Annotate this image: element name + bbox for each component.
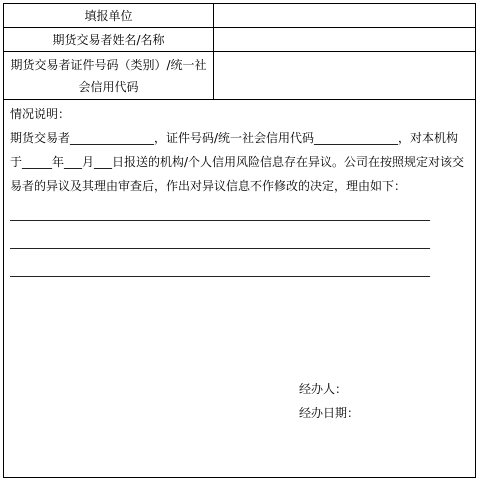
reason-line-2[interactable]: ______________________________________________________________________ xyxy=(10,235,430,249)
explanation-section xyxy=(4,100,475,473)
row-trader-id xyxy=(4,52,475,100)
explanation-heading: 情况说明： xyxy=(10,107,71,121)
reason-line-1[interactable]: ______________________________________________________________________ xyxy=(10,207,430,221)
reporting-unit-label: 填报单位 xyxy=(4,4,214,27)
row-reporting-unit xyxy=(4,4,475,28)
explanation-paragraph: 期货交易者______________，证件号码/统一社会信用代码______________，对本机构于_____年___月___日报送的机构/个人信用风险信息存在异议。公司在按照规定对该交易者的异议及其理由审查后，作出对异议信息不作修改的决定，理由如下： xyxy=(10,131,465,193)
handle-date-label: 经办日期： xyxy=(299,406,360,420)
report-form xyxy=(3,3,476,478)
trader-name-value[interactable] xyxy=(214,28,475,51)
trader-name-label: 期货交易者姓名/名称 xyxy=(4,28,214,51)
reason-line-3[interactable]: ______________________________________________________________________ xyxy=(10,263,430,277)
trader-id-label: 期货交易者证件号码（类别）/统一社会信用代码 xyxy=(4,52,214,99)
handler-label: 经办人： xyxy=(299,382,348,396)
reporting-unit-value[interactable] xyxy=(214,4,475,27)
trader-id-value[interactable] xyxy=(214,52,475,99)
signature-block xyxy=(299,377,359,425)
row-trader-name xyxy=(4,28,475,52)
